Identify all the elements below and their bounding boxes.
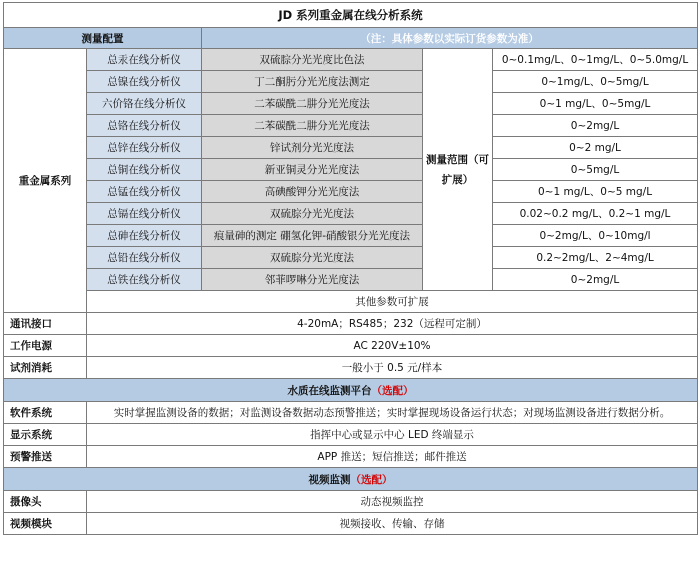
instrument-range: 0~2mg/L、0~10mg/l bbox=[493, 225, 698, 247]
platform-label: 显示系统 bbox=[4, 424, 87, 446]
instrument-method: 二苯碳酰二肼分光光度法 bbox=[202, 93, 423, 115]
video-header-title: 视频监测 bbox=[308, 473, 351, 486]
instrument-range: 0~1 mg/L、0~5 mg/L bbox=[493, 181, 698, 203]
spec-table bbox=[3, 2, 698, 535]
platform-value: 指挥中心或显示中心 LED 终端显示 bbox=[87, 424, 698, 446]
instrument-method: 新亚铜灵分光光度法 bbox=[202, 159, 423, 181]
spec-value: 4-20mA；RS485；232（远程可定制） bbox=[87, 313, 698, 335]
instrument-range: 0~2mg/L bbox=[493, 269, 698, 291]
instrument-range: 0~1 mg/L、0~5mg/L bbox=[493, 93, 698, 115]
platform-label: 软件系统 bbox=[4, 402, 87, 424]
instrument-range: 0.2~2mg/L、2~4mg/L bbox=[493, 247, 698, 269]
instrument-range: 0~2mg/L bbox=[493, 115, 698, 137]
instrument-method: 双硫腙分光光度比色法 bbox=[202, 49, 423, 71]
instrument-range: 0.02~0.2 mg/L、0.2~1 mg/L bbox=[493, 203, 698, 225]
platform-value: APP 推送；短信推送；邮件推送 bbox=[87, 446, 698, 468]
video-optional-note: （选配） bbox=[350, 473, 393, 486]
video-label: 摄像头 bbox=[4, 491, 87, 513]
platform-header-title: 水质在线监测平台 bbox=[287, 384, 372, 397]
platform-label: 预警推送 bbox=[4, 446, 87, 468]
instrument-name: 总锰在线分析仪 bbox=[87, 181, 202, 203]
instrument-name: 总铅在线分析仪 bbox=[87, 247, 202, 269]
instrument-name: 六价铬在线分析仪 bbox=[87, 93, 202, 115]
spec-label: 通讯接口 bbox=[4, 313, 87, 335]
config-header: 测量配置 bbox=[4, 28, 202, 49]
config-note: （注：具体参数以实际订货参数为准） bbox=[202, 28, 698, 49]
instrument-name: 总汞在线分析仪 bbox=[87, 49, 202, 71]
instrument-method: 双硫腙分光光度法 bbox=[202, 247, 423, 269]
instrument-method: 痕量砷的测定 硼氢化钾-硝酸银分光光度法 bbox=[202, 225, 423, 247]
instrument-name: 总铜在线分析仪 bbox=[87, 159, 202, 181]
platform-header bbox=[4, 379, 698, 402]
instrument-method: 二苯碳酰二肼分光光度法 bbox=[202, 115, 423, 137]
instrument-name: 总铁在线分析仪 bbox=[87, 269, 202, 291]
instrument-method: 锌试剂分光光度法 bbox=[202, 137, 423, 159]
instrument-name: 总铬在线分析仪 bbox=[87, 115, 202, 137]
video-label: 视频模块 bbox=[4, 513, 87, 535]
instrument-method: 高碘酸钾分光光度法 bbox=[202, 181, 423, 203]
spec-sheet bbox=[3, 2, 697, 562]
instrument-method: 丁二酮肟分光光度法测定 bbox=[202, 71, 423, 93]
spec-label: 工作电源 bbox=[4, 335, 87, 357]
platform-optional-note: （选配） bbox=[371, 384, 414, 397]
instrument-method: 双硫腙分光光度法 bbox=[202, 203, 423, 225]
instrument-method: 邻菲啰啉分光光度法 bbox=[202, 269, 423, 291]
other-params: 其他参数可扩展 bbox=[87, 291, 698, 313]
instrument-name: 总锌在线分析仪 bbox=[87, 137, 202, 159]
platform-value: 实时掌握监测设备的数据；对监测设备数据动态预警推送；实时掌握现场设备运行状态；对现场监测设备进行数据分析。 bbox=[87, 402, 698, 424]
spec-value: 一般小于 0.5 元/样本 bbox=[87, 357, 698, 379]
video-value: 视频接收、传输、存储 bbox=[87, 513, 698, 535]
instrument-range: 0~2 mg/L bbox=[493, 137, 698, 159]
instrument-range: 0~1mg/L、0~5mg/L bbox=[493, 71, 698, 93]
instrument-range: 0~5mg/L bbox=[493, 159, 698, 181]
video-value: 动态视频监控 bbox=[87, 491, 698, 513]
spec-label: 试剂消耗 bbox=[4, 357, 87, 379]
table-title: JD 系列重金属在线分析系统 bbox=[4, 3, 698, 28]
spec-value: AC 220V±10% bbox=[87, 335, 698, 357]
instrument-name: 总镍在线分析仪 bbox=[87, 71, 202, 93]
instrument-range: 0~0.1mg/L、0~1mg/L、0~5.0mg/L bbox=[493, 49, 698, 71]
range-label: 测量范围（可扩展） bbox=[423, 49, 493, 291]
instrument-name: 总砷在线分析仪 bbox=[87, 225, 202, 247]
video-header bbox=[4, 468, 698, 491]
instrument-name: 总镉在线分析仪 bbox=[87, 203, 202, 225]
heavy-metal-series-label: 重金属系列 bbox=[4, 49, 87, 313]
